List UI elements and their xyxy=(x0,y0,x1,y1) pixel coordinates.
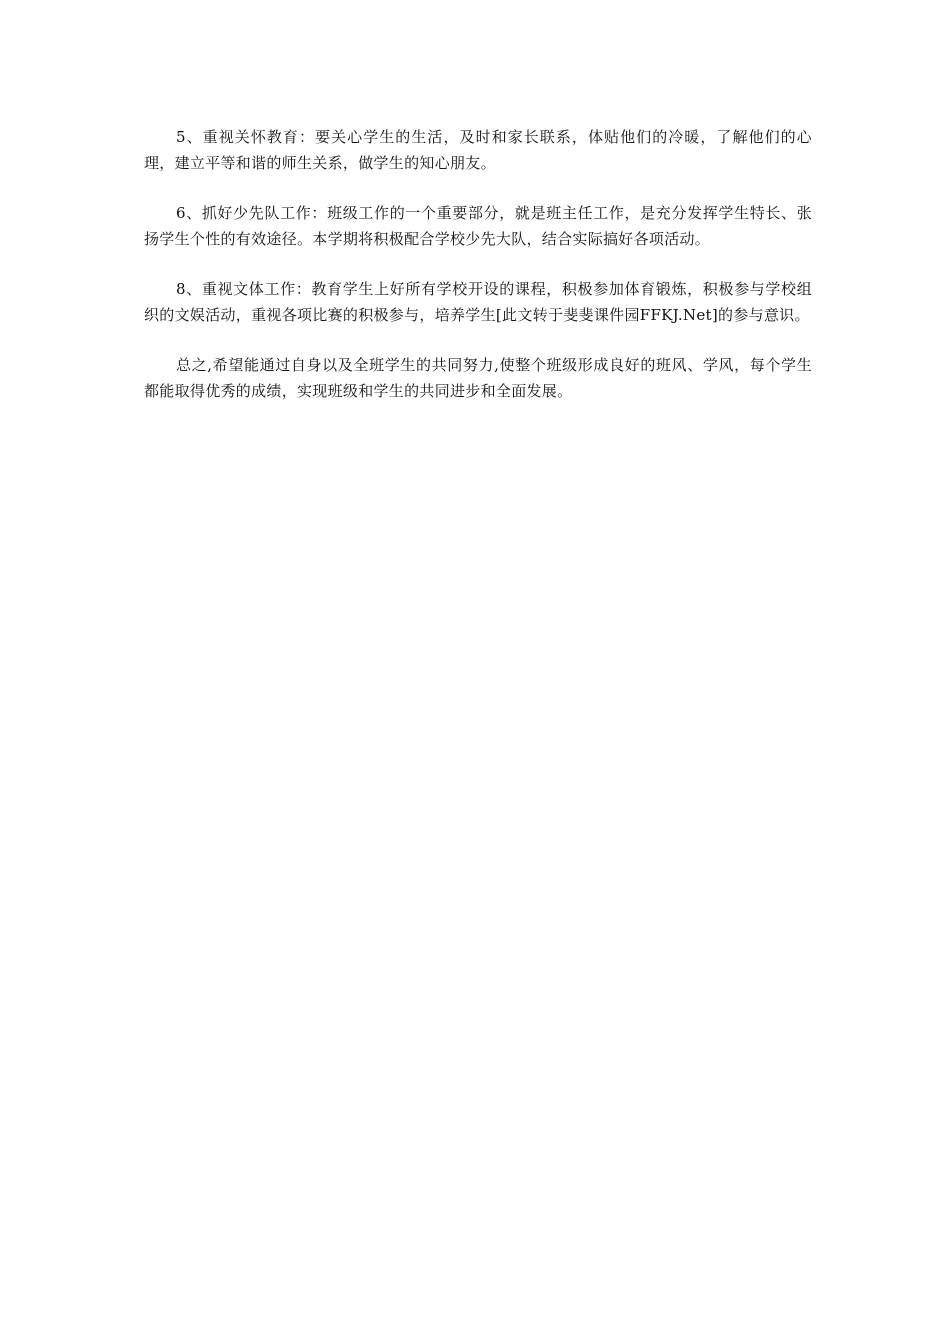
paragraph-care-education: 5、重视关怀教育：要关心学生的生活，及时和家长联系，体贴他们的冷暖，了解他们的心理，建立平等和谐的师生关系，做学生的知心朋友。 xyxy=(144,128,812,172)
document-body xyxy=(144,124,812,428)
paragraph-culture-sports: 8、重视文体工作：教育学生上好所有学校开设的课程，积极参加体育锻炼，积极参与学校组织的文娱活动，重视各项比赛的积极参与，培养学生[此文转于斐斐课件园FFKJ.Net]的参与意识。 xyxy=(144,280,812,324)
paragraph-young-pioneers: 6、抓好少先队工作：班级工作的一个重要部分，就是班主任工作，是充分发挥学生特长、张扬学生个性的有效途径。本学期将积极配合学校少先大队，结合实际搞好各项活动。 xyxy=(144,204,812,248)
paragraph-conclusion: 总之,希望能通过自身以及全班学生的共同努力,使整个班级形成良好的班风、学风，每个学生都能取得优秀的成绩，实现班级和学生的共同进步和全面发展。 xyxy=(144,356,812,400)
